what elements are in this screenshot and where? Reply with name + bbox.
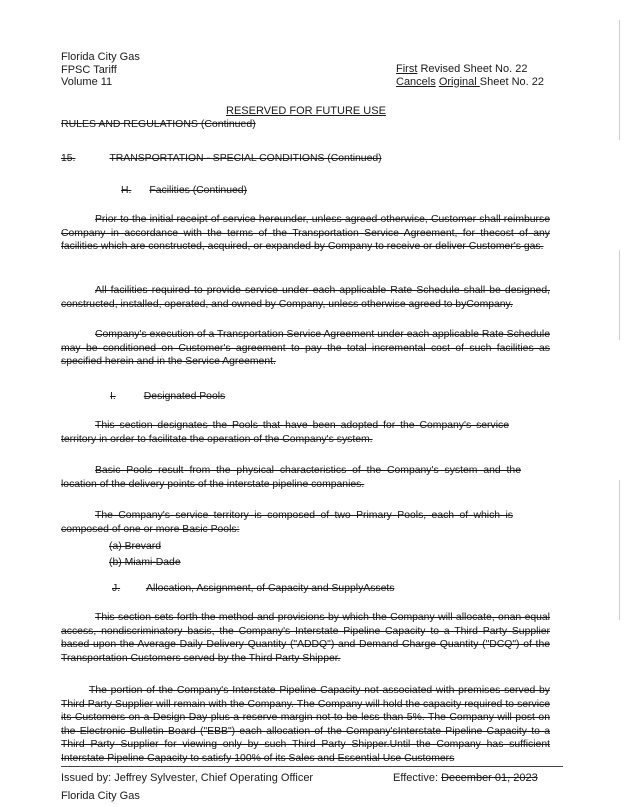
subsection-j-title: Allocation, Assignment, of Capacity and SupplyAssets — [146, 583, 395, 594]
effective-date-line — [393, 771, 538, 785]
rules-heading: RULES AND REGULATIONS (Continued) — [61, 118, 256, 130]
paragraph-capacity-portion: The portion of the Company's Interstate Pipeline Capacity not associated with premises served by Third Party Supplier will remain with the Company. The Company will hold the capacity required to service its Customers on a Design Day plus a reserve margin not to be less than 5%. The Company will post on the Electronic Bulletin Board ("EBB") each allocation of the Company'sInterstate Pipeline Capacity to a Third Party Supplier for viewing only by such Third Party Shipper.Until the Company has sufficient Interstate Pipeline Capacity to satisfy 100% of its Sales and Essential Use Customers — [61, 685, 550, 764]
pool-miami-dade: (b) Miami-Dade — [109, 557, 181, 568]
sheet-revision — [396, 63, 544, 76]
section-title: TRANSPORTATION - SPECIAL CONDITIONS (Continued) — [109, 153, 382, 164]
scan-edge-mark — [619, 480, 620, 620]
footer-divider — [61, 766, 563, 767]
paragraph-pools-intro: This section designates the Pools that have been adopted for the Company's service territory in order to facilitate the operation of the Company's system. — [61, 420, 509, 445]
paragraph-facilities: All facilities required to provide service under each applicable Rate Schedule shall be designed, constructed, installed, operated, and owned by Company, unless otherwise agreed to byCompany. — [61, 285, 550, 310]
paragraph-execution: Company's execution of a Transportation Service Agreement under each applicable Rate Schedule may be conditioned on Customer's agreement to pay the total incremental cost of such facilities as specified herein and in the Service Agreement. — [61, 329, 550, 368]
effective-label: Effective: — [393, 772, 442, 784]
subsection-h-title: Facilities (Continued) — [149, 185, 248, 196]
reserved-title: RESERVED FOR FUTURE USE — [226, 105, 386, 117]
cancels-rest: Sheet No. 22 — [479, 75, 544, 88]
paragraph-reimburse: Prior to the initial receipt of service hereunder, unless agreed otherwise, Customer shall reimburse Company in accordance with the terms of the Transportation Service Agreement, for thecost of any facilities which are constructed, acquired, or expanded by Company to receive or deliver Customer's gas. — [61, 214, 550, 253]
paragraph-service-territory: The Company's service territory is composed of two Primary Pools, each of which is composed of one or more Basic Pools: — [61, 510, 513, 535]
subsection-i — [110, 390, 225, 404]
paragraph-basic-pools: Basic Pools result from the physical characteristics of the Company's system and the location of the delivery points of the interstate pipeline companies. — [61, 465, 521, 490]
header-right — [396, 63, 544, 88]
scan-edge-mark — [619, 250, 620, 340]
subsection-j-letter: J. — [112, 583, 121, 594]
footer-company: Florida City Gas — [61, 790, 140, 802]
cancels-line — [396, 76, 544, 89]
header-left — [61, 51, 140, 89]
volume-label: Volume 11 — [61, 76, 113, 88]
cancels-word: Original — [438, 75, 480, 88]
section-heading — [61, 152, 382, 166]
effective-date: December 01, 2023 — [441, 772, 538, 784]
subsection-h — [121, 184, 247, 198]
revision-word: First — [396, 63, 418, 75]
scan-edge-mark — [619, 20, 620, 140]
cancels-prefix: Cancels — [396, 75, 436, 88]
issued-by: Issued by: Jeffrey Sylvester, Chief Operating Officer — [61, 772, 314, 784]
tariff-label: FPSC Tariff — [61, 63, 117, 76]
subsection-i-letter: I. — [110, 391, 116, 402]
subsection-i-title: Designated Pools — [143, 391, 226, 402]
section-number: 15. — [61, 153, 76, 164]
subsection-j — [112, 582, 394, 596]
pool-brevard: (a) Brevard — [109, 541, 161, 552]
company-name: Florida City Gas — [61, 51, 140, 63]
paragraph-allocation-method: This section sets forth the method and provisions by which the Company will allocate, onan equal access, nondiscriminatory basis, the Company's Interstate Pipeline Capacity to a Third Party Supplier based upon the Average Daily Delivery Quantity ("ADDQ") and Demand Charge Quantity ("DCQ") of the Transportation Customers served by the Third Party Shipper. — [61, 612, 550, 664]
revision-rest: Revised Sheet No. 22 — [417, 63, 528, 75]
subsection-h-letter: H. — [121, 185, 132, 196]
